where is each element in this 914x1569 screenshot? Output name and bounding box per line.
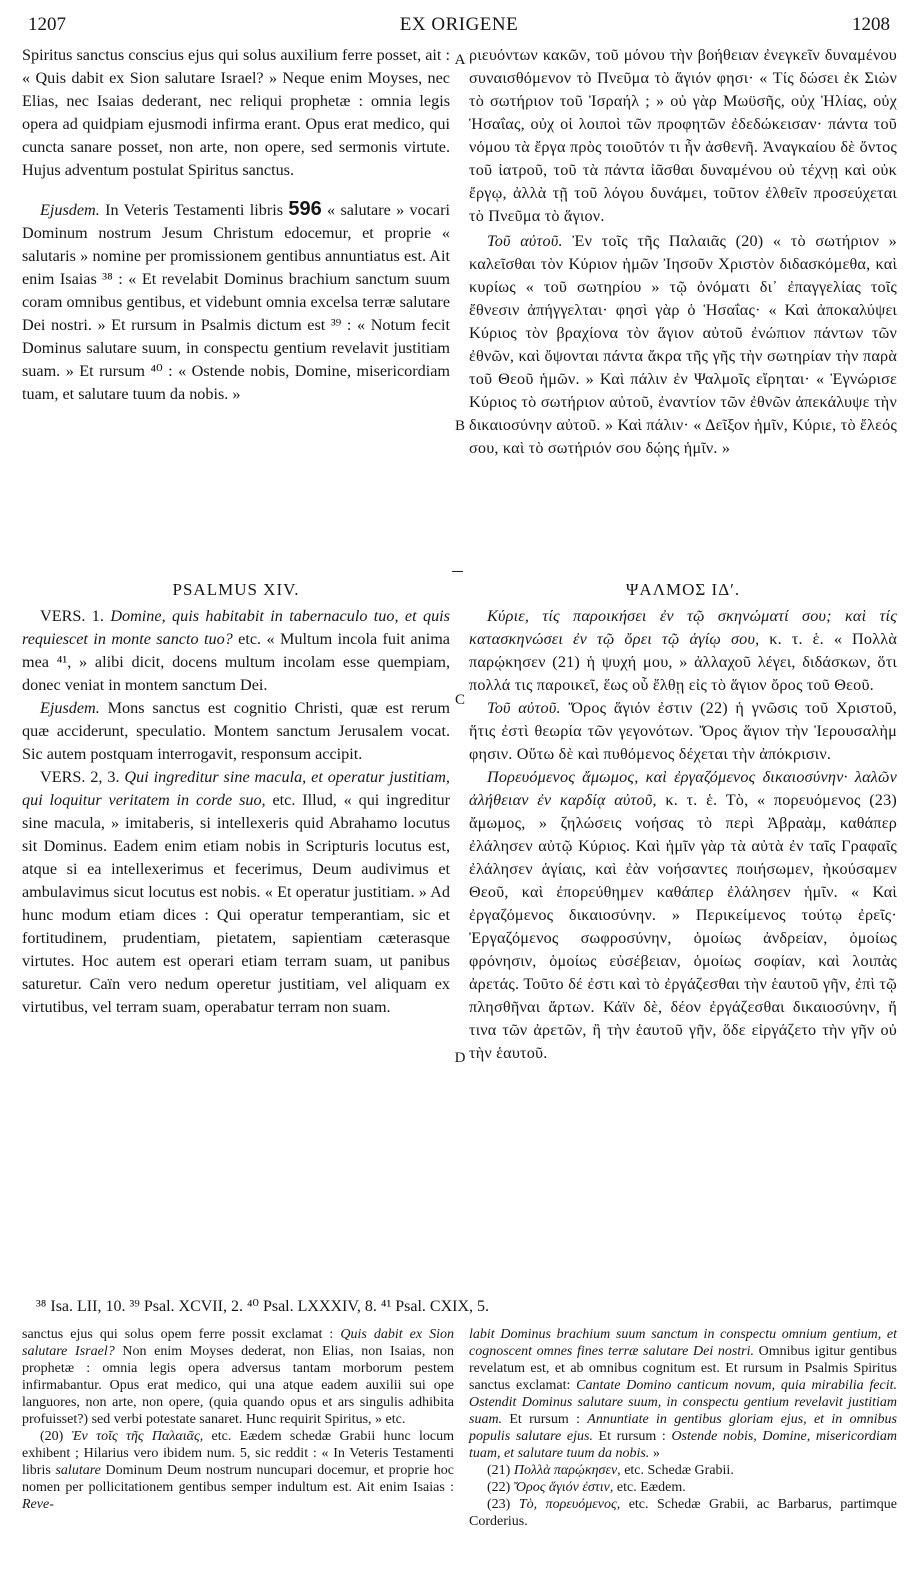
notes-left <box>22 1326 454 1513</box>
note-22-number: (22) <box>487 1480 514 1495</box>
greek-psalm-section <box>469 578 897 1065</box>
verse-2-3-commentary: etc. Illud, « qui ingreditur sine macula, » imitaberis, si intellexeris quid Abrahamo locutus sit Dominus. Eadem enim etiam nobis in Scripturis locutus est, atque si ea intellexerimus et fecerimus, Deum audivimus et ambulavimus sicut locutus est nobis. « Et operatur justitiam. » Ad hunc modum etiam dices : Qui operatur temperantiam, sic et fortitudinem, prudentiam, pietatem, sapientiam cæterasque virtutes. Hoc autem est operari etiam terram suam, ut panibus saturetur. Caïn vero nedum operetur justitiam, vel aliquam ex virtutibus, vel terram suam, operabatur terram non suam. <box>22 791 450 1016</box>
note-20-cont-text-c: Et rursum : <box>592 1429 672 1444</box>
tou-autou-2-text: Ὄρος ἅγιόν ἐστιν (22) ἡ γνῶσις τοῦ Χριστοῦ, ἥτις ἐστὶ θεωρία τῶν γεγονότων. Ὄρος ἅγιον τὴν Ἱερουσαλὴμ φησιν. Οὕτω δὲ καὶ πυθόμενος δέχεται τὴν ἀπόκρισιν. <box>469 699 897 763</box>
section-marker-a: A <box>454 52 466 68</box>
column-number: 596 <box>288 198 322 220</box>
verse-1-quote: Domine, quis habitabit in tabernaculo tuo, et quis requiescet in monte sancto tuo? <box>22 607 450 648</box>
running-head <box>28 14 890 40</box>
latin-paragraph-2-text-b: « salutare » vocari Dominum nostrum Jesum Christum edocemur, et proprie « salutaris » nomine per promissionem gentibus annuntiatus est. Ait enim Isaias ³⁸ : « Et revelabit Dominus brachium sanctum suum coram omnibus gentibus, et videbunt omnia excelsa terræ salutare Dei nostri. » Et rursum in Psalmis dictum est ³⁹ : « Notum fecit Dominus salutare suum, in conspectu gentium revelavit justitiam suam. » Et rursum ⁴⁰ : « Ostende nobis, Domine, misericordiam tuam, et salutare tuum da nobis. » <box>22 201 450 403</box>
note-continuation <box>22 1326 454 1428</box>
greek-paragraph-2 <box>469 230 897 460</box>
note-21 <box>469 1462 897 1479</box>
psalm-heading-latin: PSALMUS XIV. <box>172 580 300 599</box>
latin-paragraph-2-text-a: In Veteris Testamenti libris <box>99 201 289 219</box>
page-number-right: 1208 <box>852 14 890 35</box>
note-22-lemma: Ὄρος ἅγιόν ἐστιν, <box>513 1480 614 1495</box>
greek-column <box>469 44 897 460</box>
tou-autou-label-2: Τοῦ αὐτοῦ. <box>487 699 561 717</box>
verse-2-3-quote: Qui ingreditur sine macula, et operatur justitiam, qui loquitur veritatem in corde suo, <box>22 768 450 809</box>
note-20-number: (20) <box>40 1429 72 1444</box>
note-23 <box>469 1496 897 1530</box>
note-continuation-text-b: Non enim Moyses dederat, non Elias, non Isaias, non prophetæ : omnia legis opera adversus tantam morborum pestem infirmabantur. Opus erat medico, qui una atque eadem auxilii sui ope languores, non arte, non opere, (quia quando opus et ars singulis adhibita profuisset?) sed verbi potestate sanaret. Hunc requirit Spiritus, » etc. <box>22 1344 454 1427</box>
verse-2-3-greek <box>469 766 897 1065</box>
running-title: EX ORIGENE <box>399 14 519 35</box>
note-20-cont-quote-3: Annuntiate in gentibus gloriam ejus, et in omnibus populis salutare ejus. <box>469 1412 897 1444</box>
note-20-cont-quote-2: Cantate Domino canticum novum, quia mirabilia fecit. Ostendit Dominus salutare suum, in conspectu gentium revelavit justitiam suam. <box>469 1378 897 1427</box>
footnote-references: ³⁸ Isa. LII, 10. ³⁹ Psal. XCVII, 2. ⁴⁰ Psal. LXXXIV, 8. ⁴¹ Psal. CXIX, 5. <box>36 1298 490 1315</box>
note-20-cont-quote-1: labit Dominus brachium suum sanctum in conspectu omnium gentium, et cognoscent omnes fines terræ salutare Dei nostri. <box>469 1327 897 1359</box>
ejusdem-2-text: Mons sanctus est cognitio Christi, quæ est rerum quæ acciderunt, speculatio. Montem sanctum Jerusalem vocat. Sic autem postquam interrogavit, responsum accipit. <box>22 699 450 763</box>
section-marker-d: D <box>454 1050 466 1066</box>
note-20-continued <box>469 1326 897 1462</box>
latin-paragraph-1: Spiritus sanctus conscius ejus qui solus auxilium ferre posset, ait : « Quis dabit ex Sion salutare Israel? » Neque enim Moyses, nec Elias, nec Isaias dederant, nec reliqui prophetæ : omnia legis opera ad quidpiam ejusmodi infirma erant. Opus erat medico, qui cuncta sanare posset, non arte, non opere, sed sermonis virtute. Hujus adventum postulat Spiritus sanctus. <box>22 46 450 179</box>
note-20-text-a: etc. Eædem schedæ Grabii hunc locum exhibent ; Hilarius vero ibidem num. 5, sic reddit : « In Veteris Testamenti libris <box>22 1429 455 1478</box>
note-21-text: etc. Schedæ Grabii. <box>620 1463 734 1478</box>
tou-autou-greek-2 <box>469 697 897 766</box>
note-20-cont-text-a: Omnibus igitur gentibus revelatum est, et ab omnibus cognitum est. Et rursum in Psalmis Spiritus sanctus exclamat: <box>469 1344 897 1393</box>
note-20-italic-word: salutare <box>55 1463 101 1478</box>
greek-paragraph-2-text: Ἐν τοῖς τῆς Παλαιᾶς (20) « τὸ σωτήριον » καλεῖσθαι τὸν Κύριον ἡμῶν Ἰησοῦν Χριστὸν διδασκόμεθα, καὶ κυρίως « τοῦ σωτηρίου » τῷ ὀνόματι δι᾽ ἐπαγγελίας τοῖς ἔθνεσιν ἀπήγγελται· φησὶ γὰρ ὁ Ἡσαΐας· « Καὶ ἀποκαλύψει Κύριος τὸν βραχίονα τὸν ἅγιον αὐτοῦ ἐνώπιον πάντων τῶν ἐθνῶν, καὶ ὄψονται πάντα ἄκρα τῆς γῆς τὴν σωτηρίαν τὴν παρὰ τοῦ Θεοῦ ἡμῶν. » Καὶ πάλιν ἐν Ψαλμοῖς εἴρηται· « Ἐγνώρισε Κύριος τὸ σωτήριον αὐτοῦ, ἐναντίον τῶν ἐθνῶν ἀπεκάλυψε τὴν δικαιοσύνην αὐτοῦ. » Καὶ πάλιν· « Δεῖξον ἡμῖν, Κύριε, τὸ ἔλεός σου, καὶ τὸ σωτήριόν σου δῴης ἡμῖν. » <box>469 232 897 457</box>
latin-psalm-section <box>22 578 450 1019</box>
note-20-text-b: Dominum Deum nostrum nuncupari docemur, et proprie hoc nomen per pollicitationem gentibus semper indultum est. Ait enim Isaias : <box>22 1463 454 1495</box>
note-23-number: (23) <box>487 1497 519 1512</box>
verse-1-label: VERS. 1. <box>40 607 104 625</box>
note-20-cont-quote-4: Ostende nobis, Domine, misericordiam tuam, et salutare tuum da nobis. <box>469 1429 898 1461</box>
verse-1-greek-commentary: κ. τ. ἑ. « Πολλὰ παρῴκησεν (21) ἡ ψυχή μου, » ἀλλαχοῦ λέγει, διδάσκων, ὅτι πολλά τις παροικεῖ, ἕως οὗ ἔλθῃ εἰς τὸ ἅγιον ὄρος τοῦ Θεοῦ. <box>469 630 897 694</box>
tou-autou-label: Τοῦ αὐτοῦ. <box>487 232 563 250</box>
note-21-number: (21) <box>487 1463 514 1478</box>
greek-paragraph-1: ριευόντων κακῶν, τοῦ μόνου τὴν βοήθειαν ἐνεγκεῖν δυναμένου συναισθόμενον τὸ Πνεῦμα τὸ ἅγιόν φησι· « Τίς δώσει ἐκ Σιὼν τὸ σωτήριον τοῦ Ἰσραήλ ; » οὐ γὰρ Μωϋσῆς, οὐχ Ἠλίας, οὐχ Ἡσαΐας, οὐχ οἱ λοιποὶ τῶν προφητῶν ἐδεδώκεισαν· πάντα τοῦ νόμου τὰ ἔργα πρὸς τοιοῦτόν τι ἦν ἀσθενῆ. Ἀναγκαίου δὲ ὄντος τοῦ ἰατροῦ, τοῦ τὰ πάντα ἰᾶσθαι δυναμένου οὐ τέχνῃ καὶ οὐκ ἔργῳ, ἀλλὰ τῇ τοῦ λόγου δυνάμει, τοῦτον ἐλθεῖν προσεύχεται τὸ Πνεῦμα τὸ ἅγιον. <box>469 46 897 225</box>
page-number-left: 1207 <box>28 14 66 35</box>
notes-right <box>469 1326 897 1530</box>
verse-1-commentary: etc. « Multum incola fuit anima mea ⁴¹, » alibi dicit, docens multum incolam esse quempiam, donec veniat in montem sanctum Dei. <box>22 630 450 694</box>
note-continuation-quote: Quis dabit ex Sion salutare Israel? <box>22 1327 454 1359</box>
verse-2-3-greek-quote: Πορευόμενος ἄμωμος, καὶ ἐργαζόμενος δικαιοσύνην· λαλῶν ἀλήθειαν ἐν καρδίᾳ αὐτοῦ, <box>469 768 897 809</box>
column-divider-rule <box>452 571 463 572</box>
ejusdem-label-2: Ejusdem. <box>40 699 100 717</box>
verse-2-3-greek-commentary: κ. τ. ἑ. Τὸ, « πορευόμενος (23) ἄμωμος, » ζηλώσεις νοήσας τὸ περὶ Ἀβραὰμ, καθάπερ ἐλάλησεν αὐτῷ Κύριος. Καὶ ἡμῖν γὰρ τὰ αὐτὰ ἐν ταῖς Γραφαῖς ἐλάλησεν ἁγίαις, καὶ ἐὰν νοήσαντες ποιήσωμεν, ἠκούσαμεν Θεοῦ, καὶ ἐπορεύθημεν καθάπερ ἐλάλησεν ἡμῖν. « Καὶ ἐργαζόμενος δικαιοσύνην. » Περικείμενος τούτῳ ἐρεῖς· Ἐργαζόμενος σωφροσύνην, ὁμοίως ἀνδρείαν, ὁμοίως φρόνησιν, ὁμοίως εὐσέβειαν, ὁμοίως σοφίαν, καὶ λοιπὰς ἀρετάς. Τοῦτο δέ ἐστι καὶ τὸ ἐργάζεσθαι τὴν ἑαυτοῦ γῆν, ἐπὶ τῷ πλησθῆναι ἄρτων. Κάϊν δὲ, δέον ἐργάζεσθαι δικαιοσύνην, ἤ τινα τῶν ἀρετῶν, ἢ τὴν ἑαυτοῦ γῆν, ὅδε εἰργάζετο τὴν γῆν οὐ τὴν ἑαυτοῦ. <box>469 791 897 1062</box>
verse-2-3-label: VERS. 2, 3. <box>40 768 120 786</box>
note-20-lemma: Ἐν τοῖς τῆς Παλαιᾶς, <box>71 1429 204 1444</box>
section-marker-c: C <box>454 692 465 708</box>
note-23-text: etc. Schedæ Grabii, ac Barbarus, partimque Corderius. <box>469 1497 897 1529</box>
note-22-text: etc. Eædem. <box>613 1480 686 1495</box>
verse-1-latin <box>22 605 450 697</box>
note-22 <box>469 1479 897 1496</box>
note-23-lemma: Τὸ, πορευόμενος, <box>518 1497 621 1512</box>
section-marker-b: B <box>454 418 465 434</box>
note-20-cont-text-d: » <box>649 1446 660 1461</box>
verse-1-greek <box>469 605 897 697</box>
ejusdem-latin-2 <box>22 697 450 766</box>
note-20-cont-text-b: Et rursum : <box>502 1412 588 1427</box>
verse-2-3-latin <box>22 766 450 1019</box>
note-continuation-text-a: sanctus ejus qui solus opem ferre possit exclamat : <box>22 1327 341 1342</box>
note-21-lemma: Πολλὰ παρῴκησεν, <box>513 1463 621 1478</box>
latin-paragraph-2 <box>22 198 450 406</box>
psalm-heading-greek: ΨΑΛΜΟΣ ΙΔʹ. <box>625 580 741 599</box>
latin-column <box>22 44 450 406</box>
verse-1-greek-quote: Κύριε, τίς παροικήσει ἐν τῷ σκηνώματί σου; καὶ τίς κατασκηνώσει ἐν τῷ ὄρει τῷ ἁγίῳ σου, <box>469 607 897 648</box>
note-20-italic-end: Reve- <box>22 1497 54 1512</box>
ejusdem-label: Ejusdem. <box>40 201 100 219</box>
note-20 <box>22 1428 454 1513</box>
